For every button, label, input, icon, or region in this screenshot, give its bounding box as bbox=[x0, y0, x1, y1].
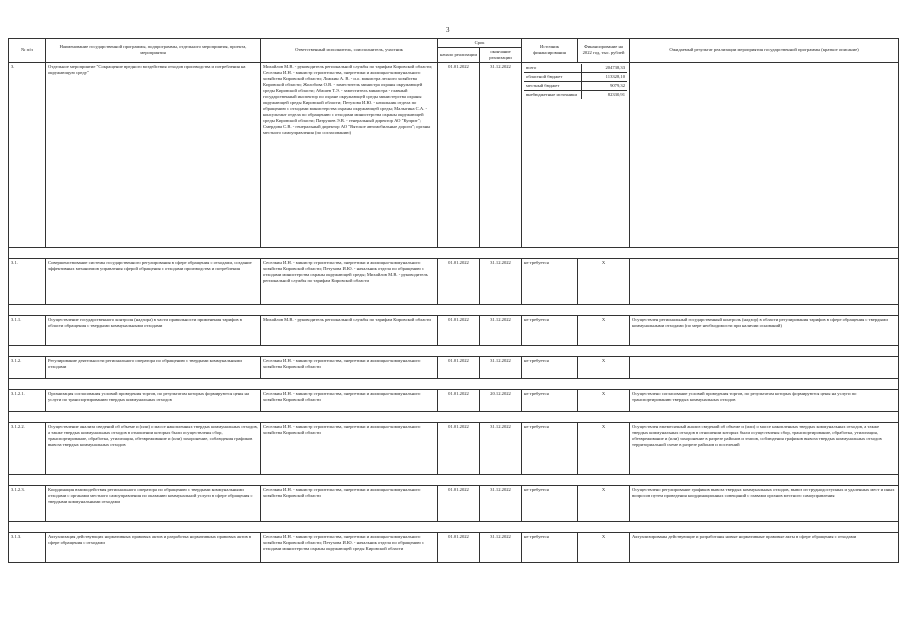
source-row bbox=[524, 72, 627, 81]
row-responsible: Сеселкин И.Н. - министр строительства, энергетики и жилищно-коммунального хозяйства Кировской области bbox=[261, 485, 438, 521]
row-name: Регулирование деятельности регионального оператора по обращению с твердыми коммунальными отходами bbox=[46, 356, 261, 378]
table-row bbox=[9, 532, 899, 562]
header-num: № п/п bbox=[9, 39, 46, 63]
row-spacer-cell bbox=[9, 304, 899, 315]
row-responsible: Сеселкин И.Н. - министр строительства, энергетики и жилищно-коммунального хозяйства Кировской области bbox=[261, 389, 438, 411]
row-start: 01.01.2022 bbox=[438, 315, 480, 345]
source-label: местный бюджет bbox=[524, 81, 582, 90]
row-sources bbox=[522, 62, 630, 247]
row-name: Актуализация действующих нормативных правовых актов и разработка нормативных правовых актов в сфере обращения с отходами bbox=[46, 532, 261, 562]
source-label: внебюджетные источники bbox=[526, 91, 577, 97]
row-num: 3.1.2.2. bbox=[9, 422, 46, 474]
row-start: 01.01.2022 bbox=[438, 485, 480, 521]
header-end: окончание реализации bbox=[480, 47, 522, 62]
row-spacer-cell bbox=[9, 345, 899, 356]
row-num: 3. bbox=[9, 62, 46, 247]
row-result: Осуществлено согласование условий проведения торгов, по результатам которых формируются цены на услуги по транспортированию твердых коммунальных отходов bbox=[630, 389, 899, 411]
row-spacer-cell bbox=[9, 247, 899, 258]
row-end: 31.12.2022 bbox=[480, 532, 522, 562]
table-row bbox=[9, 315, 899, 345]
row-spacer-cell bbox=[9, 411, 899, 422]
row-name: Осуществление анализа сведений об объеме и (или) о массе накопленных твердых коммунальных отходов, а также твердых коммунальных отходов в отношении которых были осуществлены сбор, транспортирование, обработка, утилизация, обезвреживание и (или) захоронение, соблюдения графиков вывоза твердых коммунальных отходов bbox=[46, 422, 261, 474]
row-spacer-cell bbox=[9, 521, 899, 532]
row-spacer bbox=[9, 521, 899, 532]
row-spacer bbox=[9, 304, 899, 315]
row-end: 20.12.2022 bbox=[480, 389, 522, 411]
row-name: Отдельное мероприятие "Сокращение вредного воздействия отходов производства и потребления на окружающую среду" bbox=[46, 62, 261, 247]
source-label: всего bbox=[524, 64, 582, 72]
row-source: не требуется bbox=[522, 258, 578, 304]
header-row bbox=[9, 39, 899, 48]
row-end: 31.12.2022 bbox=[480, 356, 522, 378]
row-num: 3.1.2.3. bbox=[9, 485, 46, 521]
row-start: 01.01.2022 bbox=[438, 389, 480, 411]
row-name: Координация взаимодействия регионального оператора по обращению с твердыми коммунальными отходами с органами местного самоуправления по оказанию коммунальной услуги в сфере обращения с твердыми коммунальными отходами bbox=[46, 485, 261, 521]
row-result: Актуализированы действующие и разработаны новые нормативные правовые акты в сфере обращения с отходами bbox=[630, 532, 899, 562]
row-start: 01.01.2022 bbox=[438, 62, 480, 247]
source-label: областной бюджет bbox=[524, 72, 582, 81]
row-result bbox=[630, 356, 899, 378]
header-funding: Финансирование на 2022 год, тыс. рублей bbox=[578, 39, 630, 63]
source-value: 204738,33 bbox=[582, 64, 627, 72]
row-spacer bbox=[9, 411, 899, 422]
row-result: Осуществлено регулирование графиков вывоза твердых коммунальных отходов, вывоз из труднодоступных и удаленных мест и иных вопросов путем проведения координационных совещаний с главами органов местного самоуправления bbox=[630, 485, 899, 521]
row-responsible: Сеселкин И.Н. - министр строительства, энергетики и жилищно-коммунального хозяйства Кировской области; Петухова И.Ю. - начальник отдела по обращению с отходами министерства охраны окружающей среды; Михайлов М.В. - руководитель региональной службы по тарифам Кировской области bbox=[261, 258, 438, 304]
row-funding: Х bbox=[578, 422, 630, 474]
row-num: 3.1.2.1. bbox=[9, 389, 46, 411]
row-num: 3.1.2. bbox=[9, 356, 46, 378]
row-spacer bbox=[9, 345, 899, 356]
row-spacer-cell bbox=[9, 378, 899, 389]
row-funding: Х bbox=[578, 356, 630, 378]
table-row bbox=[9, 356, 899, 378]
row-source: не требуется bbox=[522, 532, 578, 562]
source-row bbox=[524, 90, 627, 98]
source-value: 113328,10 bbox=[582, 72, 627, 81]
table-row bbox=[9, 389, 899, 411]
row-spacer bbox=[9, 474, 899, 485]
table-row bbox=[9, 258, 899, 304]
row-responsible: Сеселкин И.Н. - министр строительства, энергетики и жилищно-коммунального хозяйства Кировской области bbox=[261, 356, 438, 378]
row-name: Совершенствование системы государственного регулирования в сфере обращения с отходами, создание эффективных механизмов управления сферой обращения с отходами производства и потребления bbox=[46, 258, 261, 304]
row-source: не требуется bbox=[522, 315, 578, 345]
row-start: 01.01.2022 bbox=[438, 356, 480, 378]
row-result bbox=[630, 258, 899, 304]
row-responsible: Сеселкин И.Н. - министр строительства, энергетики и жилищно-коммунального хозяйства Кировской области bbox=[261, 422, 438, 474]
row-start: 01.01.2022 bbox=[438, 532, 480, 562]
row-end: 31.12.2022 bbox=[480, 62, 522, 247]
row-funding: Х bbox=[578, 532, 630, 562]
row-name: Организация согласования условий проведения торгов, по результатам которых формируются цены на услуги по транспортированию твердых коммунальных отходов bbox=[46, 389, 261, 411]
row-spacer bbox=[9, 247, 899, 258]
row-funding: Х bbox=[578, 389, 630, 411]
table-body bbox=[9, 62, 899, 562]
header-result: Ожидаемый результат реализации мероприятия государственной программы (краткое описание) bbox=[630, 39, 899, 63]
row-result: Осуществлен региональный государственный контроль (надзор) в области регулирования тарифов в сфере обращения с твердыми коммунальными отходами (по мере необходимости при наличии оснований) bbox=[630, 315, 899, 345]
program-table bbox=[8, 38, 899, 563]
source-row bbox=[524, 81, 627, 90]
row-funding: Х bbox=[578, 315, 630, 345]
table-row-main bbox=[9, 62, 899, 247]
row-responsible: Сеселкин И.Н. - министр строительства, энергетики и жилищно-коммунального хозяйства Кировской области; Петухова И.Ю. - начальник отдела по обращению с отходами министерства охраны окружающей среды Кировской области bbox=[261, 532, 438, 562]
page-number: 3 bbox=[446, 26, 450, 34]
row-responsible: Михайлов М.В. - руководитель региональной службы по тарифам Кировской области bbox=[261, 315, 438, 345]
row-source: не требуется bbox=[522, 485, 578, 521]
row-end: 31.12.2022 bbox=[480, 485, 522, 521]
table-row bbox=[9, 485, 899, 521]
header-source: Источник финансирования bbox=[522, 39, 578, 63]
row-end: 31.12.2022 bbox=[480, 258, 522, 304]
row-source: не требуется bbox=[522, 389, 578, 411]
table-row bbox=[9, 422, 899, 474]
source-row bbox=[524, 64, 627, 72]
row-num: 3.1. bbox=[9, 258, 46, 304]
row-name: Осуществление государственного контроля (надзора) в части правильности применения тарифов в области обращения с твердыми коммунальными отходами bbox=[46, 315, 261, 345]
row-num: 3.1.3. bbox=[9, 532, 46, 562]
source-value: 9079,32 bbox=[582, 81, 627, 90]
header-period: Срок bbox=[438, 39, 522, 48]
row-end: 31.12.2022 bbox=[480, 315, 522, 345]
source-value: 82330,91 bbox=[582, 90, 627, 98]
row-end: 31.12.2022 bbox=[480, 422, 522, 474]
row-spacer bbox=[9, 378, 899, 389]
row-source: не требуется bbox=[522, 356, 578, 378]
sources-table bbox=[524, 64, 627, 99]
row-result bbox=[630, 62, 899, 247]
row-result: Осуществлен ежемесячный анализ сведений об объеме и (или) о массе накопленных твердых коммунальных отходов, а также твердых коммунальных отходов в отношении которых были осуществлены сбор, транспортирование, обработка, утилизация, обезвреживание и (или) захоронение в разрезе районов и этапов, соблюдения графиков вывоза твердых коммунальных отходов территориальной схеме в разрезе районов и поселений bbox=[630, 422, 899, 474]
row-responsible: Михайлов М.В. - руководитель региональной службы по тарифам Кировской области; Сеселкин И.Н. - министр строительства, энергетики и жилищно-коммунального хозяйства Кировской области; Ложкин А. В. - и.о. министра лесного хозяйства Кировской области; Жолобова О.В. - заместитель министра охраны окружающей среды Кировской области; Абашев Т.Э. - заместитель министра - главный государственный инспектор по охране окружающей среды министерства охраны окружающей среды Кировской области; Петухова И.Ю. - начальник отдела по обращению с отходами министерства охраны окружающей среды; Малыгина С.А. - консультант отдела по обращению с отходами министерства охраны окружающей среды Кировской области; Патрушев Э.В. - генеральный директор АО "Куприт"; Смердова С.В. - генеральный директор АО "Вятское автомобильные дороги"; органы местного самоуправления (по согласованию) bbox=[261, 62, 438, 247]
row-source: не требуется bbox=[522, 422, 578, 474]
header-start: начало реализации bbox=[438, 47, 480, 62]
row-spacer-cell bbox=[9, 474, 899, 485]
row-funding: Х bbox=[578, 485, 630, 521]
row-num: 3.1.1. bbox=[9, 315, 46, 345]
row-start: 01.01.2022 bbox=[438, 258, 480, 304]
row-start: 01.01.2022 bbox=[438, 422, 480, 474]
row-funding: Х bbox=[578, 258, 630, 304]
header-responsible: Ответственный исполнитель, соисполнитель, участник bbox=[261, 39, 438, 63]
header-name: Наименование государственной программы, подпрограммы, отдельного мероприятия, проекта, мероприятия bbox=[46, 39, 261, 63]
